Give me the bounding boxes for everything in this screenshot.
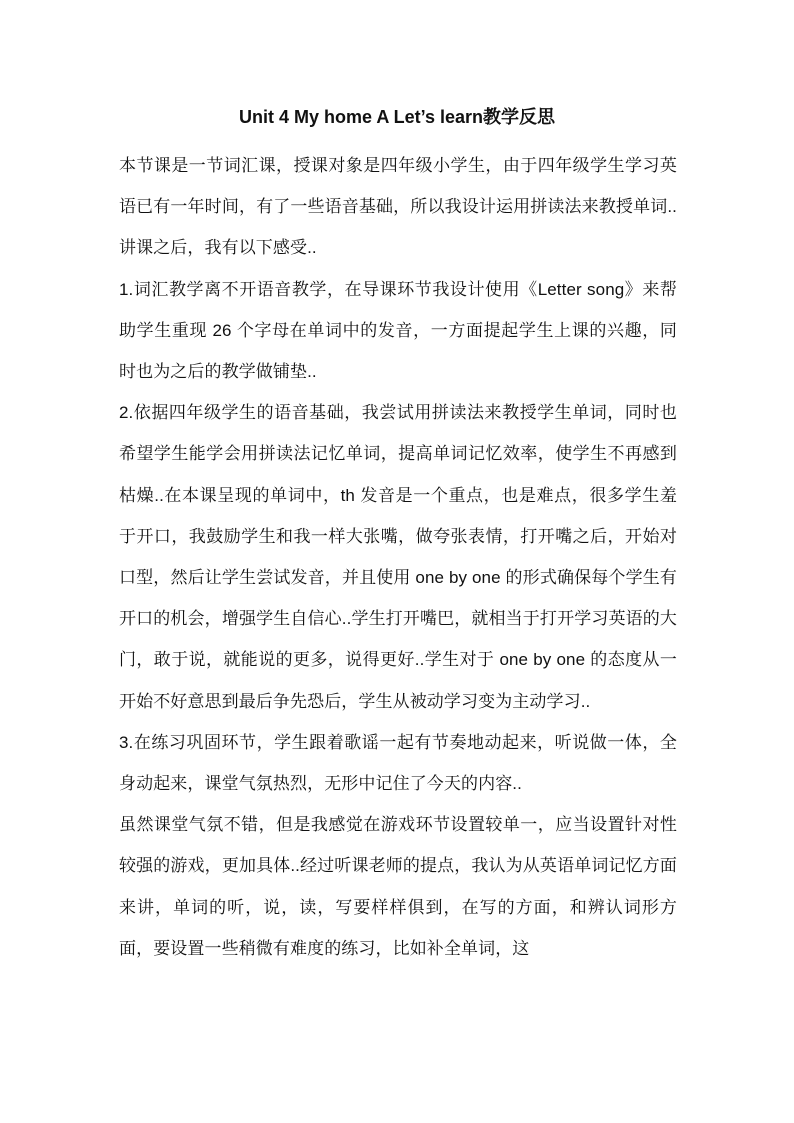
paragraph-point-1: 1.词汇教学离不开语音教学，在导课环节我设计使用《Letter song》来帮助学生重现 26 个字母在单词中的发音，一方面提起学生上课的兴趣，同时也为之后的教学做铺垫.. <box>119 279 677 382</box>
paragraph-reflection: 虽然课堂气氛不错，但是我感觉在游戏环节设置较单一，应当设置针对性较强的游戏，更加具体..经过听课老师的提点，我认为从英语单词记忆方面来讲，单词的听，说，读，写要样样俱到，在写的方面，和辨认词形方面，要设置一些稍微有难度的练习，比如补全单词，这 <box>119 815 677 958</box>
document-body <box>119 145 677 969</box>
paragraph-intro: 本节课是一节词汇课，授课对象是四年级小学生，由于四年级学生学习英语已有一年时间，有了一些语音基础，所以我设计运用拼读法来教授单词..讲课之后，我有以下感受.. <box>119 156 677 258</box>
page-title: Unit 4 My home A Let’s learn教学反思 <box>238 107 556 127</box>
paragraph-point-2: 2.依据四年级学生的语音基础，我尝试用拼读法来教授学生单词，同时也希望学生能学会用拼读法记忆单词，提高单词记忆效率，使学生不再感到枯燥..在本课呈现的单词中，th 发音是一个重点，也是难点，很多学生羞于开口，我鼓励学生和我一样大张嘴，做夸张表情，打开嘴之后，开始对口型，然后让学生尝试发音，并且使用 one by one 的形式确保每个学生有开口的机会，增强学生自信心..学生打开嘴巴，就相当于打开学习英语的大门，敢于说，就能说的更多，说得更好..学生对于 one by one 的态度从一开始不好意思到最后争先恐后，学生从被动学习变为主动学习.. <box>119 403 677 711</box>
paragraph-point-3: 3.在练习巩固环节，学生跟着歌谣一起有节奏地动起来，听说做一体，全身动起来，课堂气氛热烈，无形中记住了今天的内容.. <box>119 732 677 794</box>
